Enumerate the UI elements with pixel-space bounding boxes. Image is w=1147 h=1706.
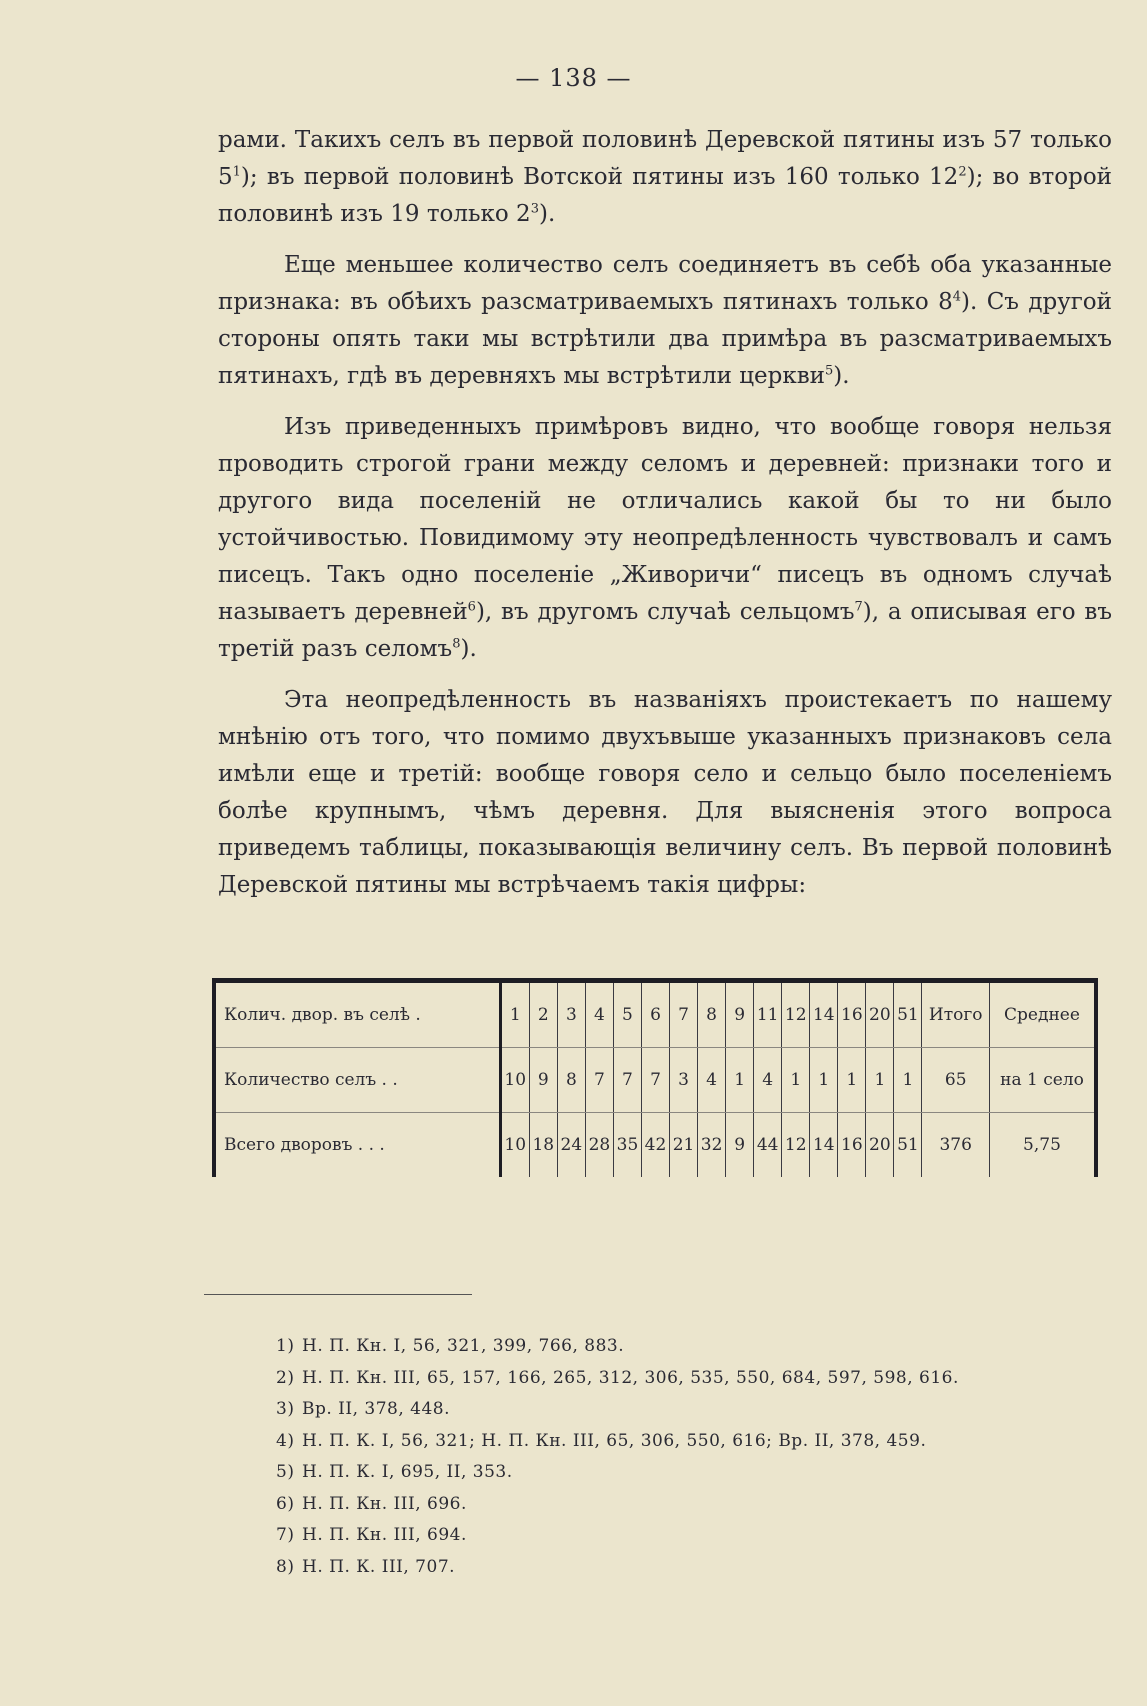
paragraph-text: ). [538,201,556,227]
footnote [276,1520,1066,1552]
table-cell: 18 [529,1113,557,1178]
footnote-text: Н. П. Кн. I, 56, 321, 399, 766, 883. [302,1336,625,1356]
paragraph-text: рами. Такихъ селъ въ первой половинѣ Деревской пятины изъ 57 только 5 [218,127,1112,190]
table-cell: 1 [894,1048,922,1113]
footnote-text: Н. П. Кн. III, 65, 157, 166, 265, 312, 306, 535, 550, 684, 597, 598, 616. [302,1367,959,1388]
paragraph-text: ), а описывая его въ третій разъ селомъ [218,599,1112,662]
footnote-mark: 3) [276,1399,295,1419]
paragraph-text: Еще меньшее количество селъ соединяетъ въ себѣ оба указанные признака: въ обѣихъ разсматриваемыхъ пятинахъ только 8 [218,252,1112,315]
footnote-reference: 5 [825,363,834,379]
table-cell: 7 [641,1048,669,1113]
footnote [276,1489,1066,1521]
table-cell: 4 [698,1048,726,1113]
village-size-table [212,978,1098,1177]
table-cell: 8 [698,981,726,1048]
paragraph-text: ). [460,636,477,662]
table-cell: 42 [641,1113,669,1178]
paragraph-text: Эта неопредѣленность въ названіяхъ проистекаетъ по нашему мнѣнію отъ того, что помимо двухъвыше указанныхъ признаковъ села имѣли еще и третій: вообще говоря село и сельцо было поселеніемъ болѣе крупнымъ, чѣмъ деревня. Для выясненія этого вопроса приведемъ таблицы, показывающія величину селъ. Въ первой половинѣ Деревской пятины мы встрѣчаемъ такія цифры: [218,687,1112,898]
table-cell: 24 [557,1113,585,1178]
table-cell: 21 [670,1113,698,1178]
table-cell: 44 [754,1113,782,1178]
footnote-reference: 3 [530,201,539,217]
row-label: Количество селъ . . [214,1048,500,1113]
footnote [276,1363,1066,1395]
footnote-reference: 8 [452,636,461,652]
table-cell: 9 [529,1048,557,1113]
table-cell: 6 [641,981,669,1048]
table-cell: 1 [726,1048,754,1113]
table-cell: 9 [726,1113,754,1178]
average-cell: Среднее [989,981,1096,1048]
paragraph [218,247,1112,395]
table-cell: 35 [613,1113,641,1178]
table-cell: 4 [754,1048,782,1113]
table-cell: 16 [838,1113,866,1178]
average-cell: на 1 село [989,1048,1096,1113]
footnote-mark: 7) [276,1525,295,1545]
table-cell: 32 [698,1113,726,1178]
table-cell: 11 [754,981,782,1048]
table-cell: 51 [894,981,922,1048]
table-cell: 20 [866,1113,894,1178]
body-text [218,122,1112,918]
table-row [214,1113,1096,1178]
footnote [276,1426,1066,1458]
table-cell: 28 [585,1113,613,1178]
table-cell: 7 [670,981,698,1048]
footnote-reference: 7 [854,599,863,615]
table-cell: 20 [866,981,894,1048]
paragraph-text: ); во второй половинѣ изъ 19 только 2 [218,164,1113,227]
footnote [276,1331,1066,1363]
table-cell: 10 [500,1048,529,1113]
paragraph [218,122,1112,233]
average-cell: 5,75 [989,1113,1096,1178]
table-cell: 4 [585,981,613,1048]
table-cell: 14 [810,981,838,1048]
table-cell: 5 [613,981,641,1048]
table-cell: 12 [782,981,810,1048]
footnote-text: Н. П. К. I, 695, II, 353. [302,1462,513,1482]
table-cell: 3 [670,1048,698,1113]
footnote-reference: 2 [958,164,967,180]
footnote-mark: 8) [276,1556,295,1577]
row-label: Всего дворовъ . . . [214,1113,500,1178]
footnote-text: Н. П. К. III, 707. [302,1556,456,1577]
paragraph-text: ); въ первой половинѣ Вотской пятины изъ 160 только 12 [240,164,959,190]
footnote-mark: 5) [276,1462,295,1482]
footnote-divider [204,1294,472,1295]
footnote-mark: 1) [276,1336,295,1356]
table-cell: 16 [838,981,866,1048]
table-cell: 51 [894,1113,922,1178]
total-cell: 65 [922,1048,990,1113]
table-cell: 14 [810,1113,838,1178]
table-cell: 7 [613,1048,641,1113]
table-row [214,1048,1096,1113]
footnote-text: Н. П. Кн. III, 694. [302,1525,467,1545]
total-cell: Итого [922,981,990,1048]
paragraph-text: ), въ другомъ случаѣ сельцомъ [475,599,855,625]
footnote-mark: 6) [276,1493,295,1514]
footnote-mark: 4) [276,1430,295,1451]
table-cell: 9 [726,981,754,1048]
table-cell: 1 [500,981,529,1048]
table-cell: 10 [500,1113,529,1178]
table-cell: 2 [529,981,557,1048]
paragraph [218,682,1112,904]
footnote-mark: 2) [276,1367,295,1388]
table-cell: 3 [557,981,585,1048]
paragraph-text: ). [833,363,850,389]
table-row [214,981,1096,1048]
page-number: — 138 — [515,64,632,92]
paragraph [218,409,1112,668]
table-cell: 8 [557,1048,585,1113]
table-cell: 7 [585,1048,613,1113]
footnote-text: Н. П. К. I, 56, 321; Н. П. Кн. III, 65, 306, 550, 616; Вр. II, 378, 459. [302,1430,927,1451]
table-cell: 1 [810,1048,838,1113]
footnote [276,1552,1066,1584]
paragraph-text: ). Съ другой стороны опять таки мы встрѣтили два примѣра въ разсматриваемыхъ пятинахъ, гдѣ въ деревняхъ мы встрѣтили церкви [218,289,1112,389]
row-label: Колич. двор. въ селѣ . [214,981,500,1048]
total-cell: 376 [922,1113,990,1178]
footnote-text: Н. П. Кн. III, 696. [302,1493,467,1514]
footnote-reference: 6 [467,599,476,615]
footnote-reference: 4 [952,289,962,305]
table-cell: 1 [782,1048,810,1113]
footnote [276,1457,1066,1489]
footnote-reference: 1 [232,164,241,180]
footnote [276,1394,1066,1426]
table-cell: 12 [782,1113,810,1178]
footnotes [276,1331,1066,1583]
footnote-text: Вр. II, 378, 448. [302,1399,451,1419]
table-cell: 1 [838,1048,866,1113]
table-cell: 1 [866,1048,894,1113]
paragraph-text: Изъ приведенныхъ примѣровъ видно, что вообще говоря нельзя проводить строгой грани между селомъ и деревней: признаки того и другого вида поселеній не отличались какой бы то ни было устойчивостью. Повидимому эту неопредѣленность чувствовалъ и самъ писецъ. Такъ одно поселеніе „Живоричи“ писецъ въ одномъ случаѣ называетъ деревней [218,414,1112,625]
